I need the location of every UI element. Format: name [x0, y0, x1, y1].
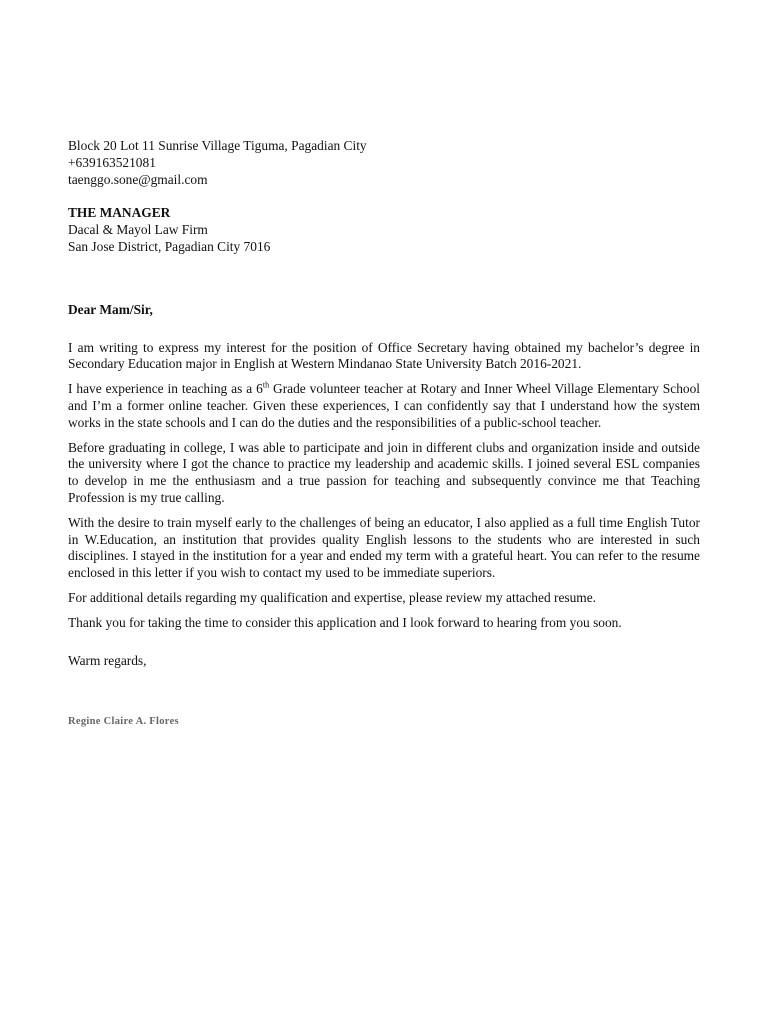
body-paragraph-1: I am writing to express my interest for the position of Office Secretary having obtained my bachelor’s degree in Secondary Education major in English at Western Mindanao State University Batch 2016-2021. [68, 339, 700, 372]
letter-body [68, 340, 700, 632]
sender-block [68, 138, 700, 188]
recipient-address: San Jose District, Pagadian City 7016 [68, 238, 271, 254]
sender-email: taenggo.sone@gmail.com [68, 171, 208, 187]
recipient-block [68, 205, 700, 255]
body-paragraph-5: For additional details regarding my qualification and expertise, please review my attached resume. [68, 589, 597, 605]
paragraph-2-start: I have experience in teaching as a 6 [68, 381, 263, 397]
sender-address: Block 20 Lot 11 Sunrise Village Tiguma, Pagadian City [68, 138, 367, 153]
recipient-company: Dacal & Mayol Law Firm [68, 222, 208, 238]
recipient-title: THE MANAGER [68, 205, 171, 221]
body-paragraph-3: Before graduating in college, I was able to participate and join in different clubs and organization inside and outside the university where I got the chance to practice my leadership and academic skills. I joined several ESL companies to develop in me the enthusiasm and a true passion for teaching and subsequently convince me that Teaching Profession is my true calling. [68, 439, 700, 505]
salutation: Dear Mam/Sir, [68, 301, 153, 317]
body-paragraph-4: With the desire to train myself early to the challenges of being an educator, I also applied as a full time English Tutor in W.Education, an institution that provides quality English lessons to the students who are interested in such disciplines. I stayed in the institution for a year and ended my term with a grateful heart. You can refer to the resume enclosed in this letter if you wish to contact my used to be immediate superiors. [68, 514, 700, 581]
body-paragraph-2 [68, 381, 700, 431]
paragraph-2-rest: Grade volunteer teacher at Rotary and Inner Wheel Village Elementary School and I’m a former online teacher. Given these experiences, I can confidently say that I understand how the system works in the state schools and I can do the duties and the responsibilities of a public-school teacher. [68, 381, 701, 430]
ordinal-suffix: th [262, 380, 270, 390]
sender-phone: +639163521081 [68, 154, 156, 170]
closing: Warm regards, [68, 652, 147, 668]
body-paragraph-6: Thank you for taking the time to consider this application and I look forward to hearing from you soon. [68, 614, 622, 630]
cover-letter [68, 138, 700, 731]
signature-name: Regine Claire A. Flores [68, 716, 179, 728]
